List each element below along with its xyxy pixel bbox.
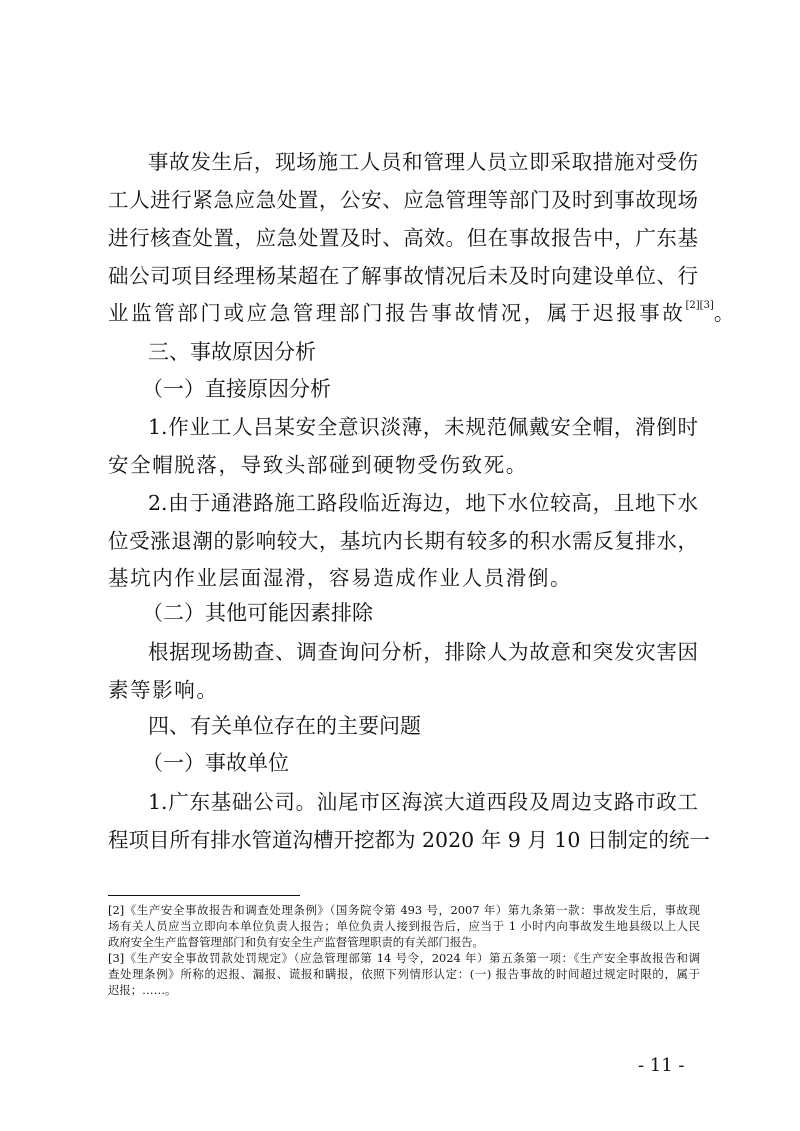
para-2-line-1: 2.由于通港路施工路段临近海边，地下水位较高，且地下水 bbox=[148, 491, 698, 515]
subsection-2-heading: （二）其他可能因素排除 bbox=[142, 601, 373, 625]
footnote-2-line-1: [2]《生产安全事故报告和调查处理条例》（国务院令第 493 号，2007 年）第九条第一款：事故发生后，事故现 bbox=[108, 903, 700, 917]
footnote-3-line-3: 迟报；……。 bbox=[108, 983, 177, 997]
body-line-1: 事故发生后，现场施工人员和管理人员立即采取措施对受伤 bbox=[148, 150, 698, 174]
footnote-3-line-1: [3]《生产安全事故罚款处罚规定》（应急管理部第 14 号令，2024 年）第五条第一项：《生产安全事故报告和调 bbox=[108, 951, 700, 965]
footnote-ref[interactable]: [2][3] bbox=[685, 300, 714, 311]
para-3-line-1: 根据现场勘查、调查询问分析，排除人为故意和突发灾害因 bbox=[148, 640, 698, 664]
para-1-line-2: 安全帽脱落，导致头部碰到硬物受伤致死。 bbox=[108, 453, 528, 477]
page-number: - 11 - bbox=[638, 1055, 685, 1076]
subsection-3-heading: （一）事故单位 bbox=[142, 751, 289, 775]
para-4-line-2: 程项目所有排水管道沟槽开挖都为 2020 年 9 月 10 日制定的统一 bbox=[108, 828, 710, 852]
section-3-heading: 三、事故原因分析 bbox=[148, 340, 316, 364]
footnote-separator bbox=[108, 895, 300, 896]
section-4-heading: 四、有关单位存在的主要问题 bbox=[148, 714, 421, 738]
para-1-line-1: 1.作业工人吕某安全意识淡薄，未规范佩戴安全帽，滑倒时 bbox=[148, 415, 698, 439]
para-2-line-2: 位受涨退潮的影响较大，基坑内长期有较多的积水需反复排水， bbox=[108, 529, 698, 553]
para-4-line-1: 1.广东基础公司。汕尾市区海滨大道西段及周边支路市政工 bbox=[148, 790, 698, 814]
footnote-2-line-2: 场有关人员应当立即向本单位负责人报告；单位负责人接到报告后，应当于 1 小时内向事故发生地县级以上人民 bbox=[108, 919, 700, 933]
para-2-line-3: 基坑内作业层面湿滑，容易造成作业人员滑倒。 bbox=[108, 566, 573, 590]
body-line-4: 础公司项目经理杨某超在了解事故情况后未及时向建设单位、行 bbox=[108, 264, 698, 288]
para-3-line-2: 素等影响。 bbox=[108, 678, 219, 702]
subsection-1-heading: （一）直接原因分析 bbox=[142, 377, 331, 401]
body-line-5: 业监管部门或应急管理部门报告事故情况，属于迟报事故[2][3]。 bbox=[108, 300, 737, 325]
footnote-3-line-2: 查处理条例》所称的迟报、漏报、谎报和瞒报，依照下列情形认定：(一) 报告事故的时间超过规定时限的，属于 bbox=[108, 967, 700, 981]
footnote-2-line-3: 政府安全生产监督管理部门和负有安全生产监督管理职责的有关部门报告。 bbox=[108, 935, 484, 949]
body-line-3: 进行核查处置，应急处置及时、高效。但在事故报告中，广东基 bbox=[108, 226, 698, 250]
body-line-2: 工人进行紧急应急处置，公安、应急管理等部门及时到事故现场 bbox=[108, 188, 698, 212]
